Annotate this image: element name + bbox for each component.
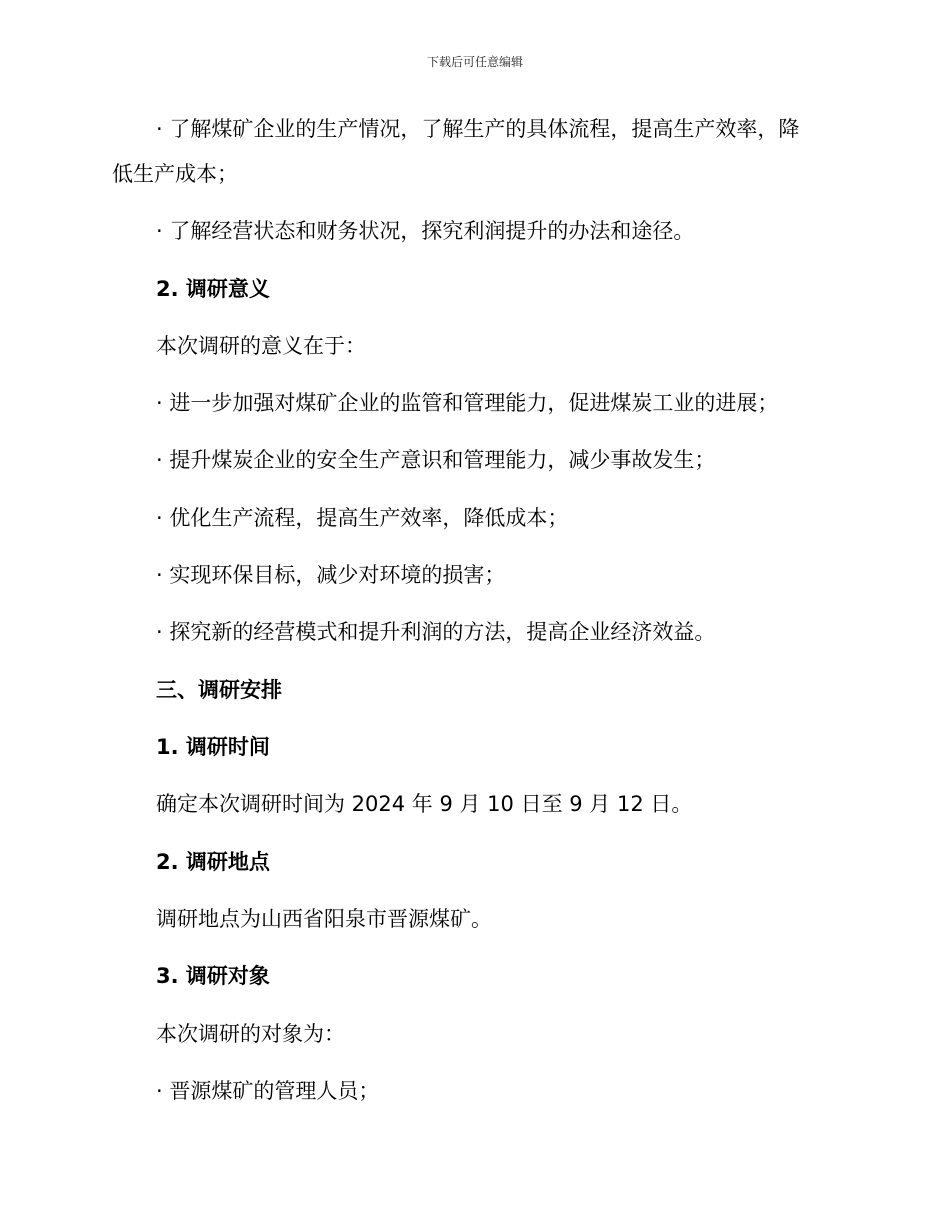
subheading-location: 2. 调研地点 [156,850,270,874]
paragraph-line: 本次调研的意义在于： [156,334,366,358]
subheading-target: 3. 调研对象 [156,964,270,988]
list-item: · 实现环保目标，减少对环境的损害； [156,563,506,587]
list-item: · 晋源煤矿的管理人员； [156,1079,380,1103]
paragraph-line: 确定本次调研时间为 2024 年 9 月 10 日至 9 月 12 日。 [156,792,693,816]
paragraph-line: · 了解经营状态和财务状况，探究利润提升的办法和途径。 [156,219,695,243]
list-item: · 优化生产流程，提高生产效率，降低成本； [156,506,569,530]
subheading-significance: 2. 调研意义 [156,277,270,301]
list-item: · 提升煤炭企业的安全生产意识和管理能力，减少事故发生； [156,448,716,472]
section-heading: 三、调研安排 [156,678,282,702]
paragraph-line: · 了解煤矿企业的生产情况，了解生产的具体流程，提高生产效率，降 [156,117,800,141]
list-item: · 探究新的经营模式和提升利润的方法，提高企业经济效益。 [156,620,716,644]
subheading-time: 1. 调研时间 [156,735,270,759]
paragraph-line: 低生产成本； [112,162,238,186]
page-header: 下载后可任意编辑 [426,55,523,69]
list-item: · 进一步加强对煤矿企业的监管和管理能力，促进煤炭工业的进展； [156,391,779,415]
paragraph-line: 调研地点为山西省阳泉市晋源煤矿。 [156,907,492,931]
paragraph-line: 本次调研的对象为： [156,1022,345,1046]
